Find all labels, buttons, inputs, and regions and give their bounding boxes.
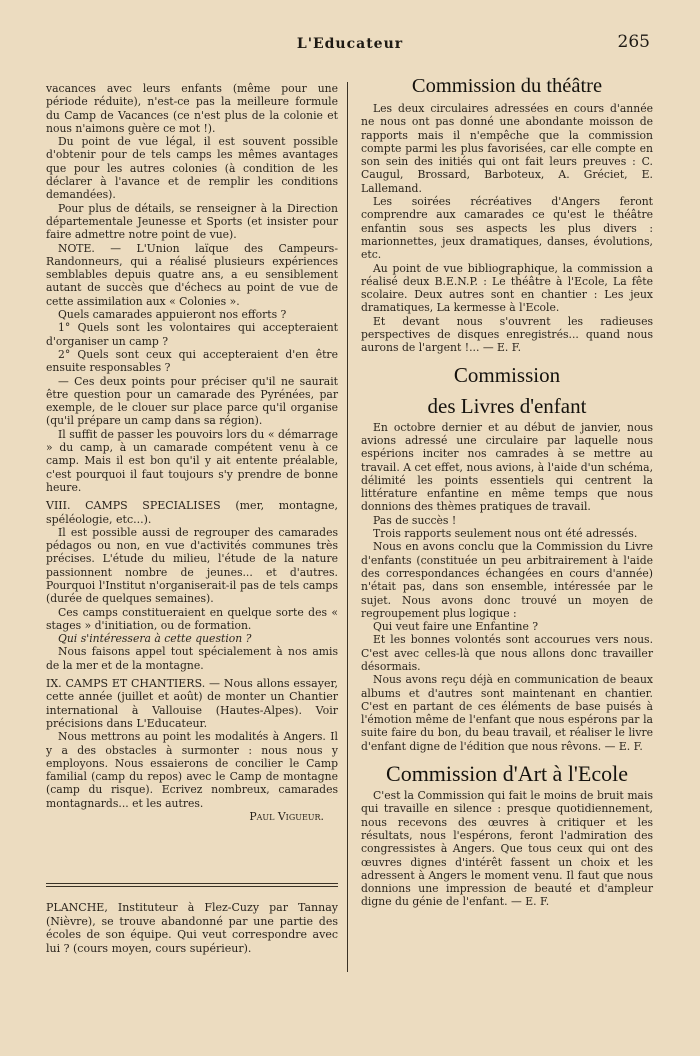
left-column: [46, 82, 338, 823]
paragraph: Et devant nous s'ouvrent les radieuses perspectives de disques enregistrés... quand nous aurons de l'argent !... — E. F.: [361, 314, 653, 355]
paragraph: — Ces deux points pour préciser qu'il ne saurait être question pour un camarade des Pyrénées, par exemple, de le clouer sur place parce qu'il organise (qu'il prépare un camp dans sa région).: [46, 374, 338, 428]
paragraph: Pour plus de détails, se renseigner à la Direction départementale Jeunesse et Sports (et insister pour faire admettre notre point de vue).: [46, 201, 338, 242]
paragraph: Trois rapports seulement nous ont été adressés.: [373, 527, 638, 541]
livres-title-line2: des Livres d'enfant: [427, 393, 587, 418]
paragraph: Il suffit de passer les pouvoirs lors du « démarrage » du camp, à un camarade compétent venu à ce camp. Mais il est bon qu'il y ait entente préalable, c'est pourquoi il faut toujours s'y prendre de bonne heure.: [46, 427, 338, 494]
paragraph: Au point de vue bibliographique, la commission a réalisé deux B.E.N.P. : Le théâtre à l'Ecole, La fête scolaire. Deux autres sont en chantier : Les jeux dramatiques, La kermesse à l'Ecole.: [361, 261, 653, 315]
running-header: L'Educateur: [296, 36, 404, 52]
paragraph: C'est la Commission qui fait le moins de bruit mais qui travaille en silence : presque quotidiennement, nous recevons des œuvres à critiquer et les résultats, nous l'espérons, feront l'admiration des congressistes à Angers. Que tous ceux qui ont des œuvres dignes d'intérêt fassent un choix et les adressent à Angers le moment venu. Il faut que nous donnions une impression de beauté et d'ampleur digne du génie de l'enfant. — E. F.: [361, 789, 653, 909]
note-paragraph: NOTE. — L'Union laïque des Campeurs-Randonneurs, qui a réalisé plusieurs expériences semblables depuis quatre ans, a eu sensiblement autant de succès que d'échecs au point de vue de cette assimilation aux « Colonies ».: [46, 241, 338, 308]
paragraph: Du point de vue légal, il est souvent possible d'obtenir pour de tels camps les mêmes avantages que pour les autres colonies (à condition de les déclarer à l'avance et de remplir les conditions demandées).: [46, 135, 338, 202]
right-column: [361, 74, 653, 909]
paragraph: Nous avons reçu déjà en communication de beaux albums et d'autres sont maintenant en chantier. C'est en partant de ces éléments de base puisés à l'émotion même de l'enfant que nous espérons par la suite faire du bon, du beau travail, et réaliser le livre d'enfant digne de l'édition que nous rêvons. — E. F.: [361, 673, 653, 753]
column-divider: [347, 82, 348, 972]
paragraph: Qui s'intéressera à cette question ?: [58, 632, 252, 646]
paragraph: vacances avec leurs enfants (même pour une période réduite), n'est-ce pas la meilleure formule du Camp de Vacances (ce n'est plus de la colonie et nous n'aimons guère ce mot !).: [46, 82, 338, 135]
paragraph: 2° Quels sont ceux qui accepteraient d'en être ensuite responsables ?: [46, 347, 338, 375]
page-number: 265: [617, 32, 650, 52]
paragraph: Les deux circulaires adressées en cours d'année ne nous ont pas donné une abondante moisson de rapports mais il n'empêche que la commission compte parmi les plus favorisées, car elle compte en son sein des initiés qui ont fait leurs preuves : C. Caugul, Brossard, Barboteux, A. Gréciet, E. Lallemand.: [361, 102, 653, 195]
paragraph: Quels camarades appuieront nos efforts ?: [58, 308, 287, 322]
livres-title-line1: Commission: [453, 362, 561, 387]
section-heading-ix: IX. CAMPS ET CHANTIERS. — Nous allons essayer, cette année (juillet et août) de monter un Chantier international à Vallouise (Hautes-Alpes). Voir précisions dans L'Educateur.: [46, 677, 338, 730]
paragraph: 1° Quels sont les volontaires qui accepteraient d'organiser un camp ?: [46, 321, 338, 348]
paragraph: Les soirées récréatives d'Angers feront comprendre aux camarades ce qu'est le théâtre enfantin sous ses aspects les plus divers : marionnettes, jeux dramatiques, danses, évolutions, etc.: [361, 195, 653, 262]
paragraph: Nous mettrons au point les modalités à Angers. Il y a des obstacles à surmonter : nous nous y employons. Nous essaierons de concilier le Camp familial (camp du repos) avec le Camp de montagne (camp du risque). Ecrivez nombreux, camarades montagnards... et les autres.: [46, 730, 338, 810]
paragraph: Nous faisons appel tout spécialement à nos amis de la mer et de la montagne.: [46, 645, 338, 672]
theatre-title: Commission du théâtre: [411, 75, 603, 97]
paragraph: Ces camps constitueraient en quelque sorte des « stages » d'initiation, ou de formation.: [46, 605, 338, 632]
signature: Paul Vigueur.: [249, 810, 324, 824]
box-divider: [46, 883, 338, 887]
notice-box: PLANCHE, Instituteur à Flez-Cuzy par Tannay (Nièvre), se trouve abandonné par une partie des écoles de son équipe. Qui veut correspondre avec lui ? (cours moyen, cours supérieur).: [46, 901, 338, 955]
paragraph: Pas de succès !: [373, 513, 457, 527]
paragraph: Et les bonnes volontés sont accourues vers nous. C'est avec celles-là que nous allons donc travailler désormais.: [361, 633, 653, 673]
art-title: Commission d'Art à l'Ecole: [386, 761, 628, 787]
paragraph: En octobre dernier et au début de janvier, nous avions adressé une circulaire par laquelle nous espérions inciter nos camrades à se mettre au travail. A cet effet, nous avions, à l'aide d'un schéma, délimité les points essentiels qui centrent la littérature enfantine en même temps que nous donnions des thèmes pratiques de travail.: [361, 420, 653, 514]
paragraph: Nous en avons conclu que la Commission du Livre d'enfants (constituée un peu arbitrairement à l'aide des correspondances échangées en cours d'année) n'était pas, dans son ensemble, intéressée par le sujet. Nous avons donc trouvé un moyen de regroupement plus logique :: [361, 540, 653, 620]
paragraph: Il est possible aussi de regrouper des camarades pédagos ou non, en vue d'activités communes très précises. L'étude du milieu, l'étude de la nature passionnent nombre de jeunes... et d'autres. Pourquoi l'Institut n'organiserait-il pas de tels camps (durée de quelques semaines).: [46, 525, 338, 606]
paragraph: Qui veut faire une Enfantine ?: [373, 620, 539, 634]
section-heading-viii: VIII. CAMPS SPECIALISES (mer, montagne, spéléologie, etc...).: [46, 499, 338, 526]
